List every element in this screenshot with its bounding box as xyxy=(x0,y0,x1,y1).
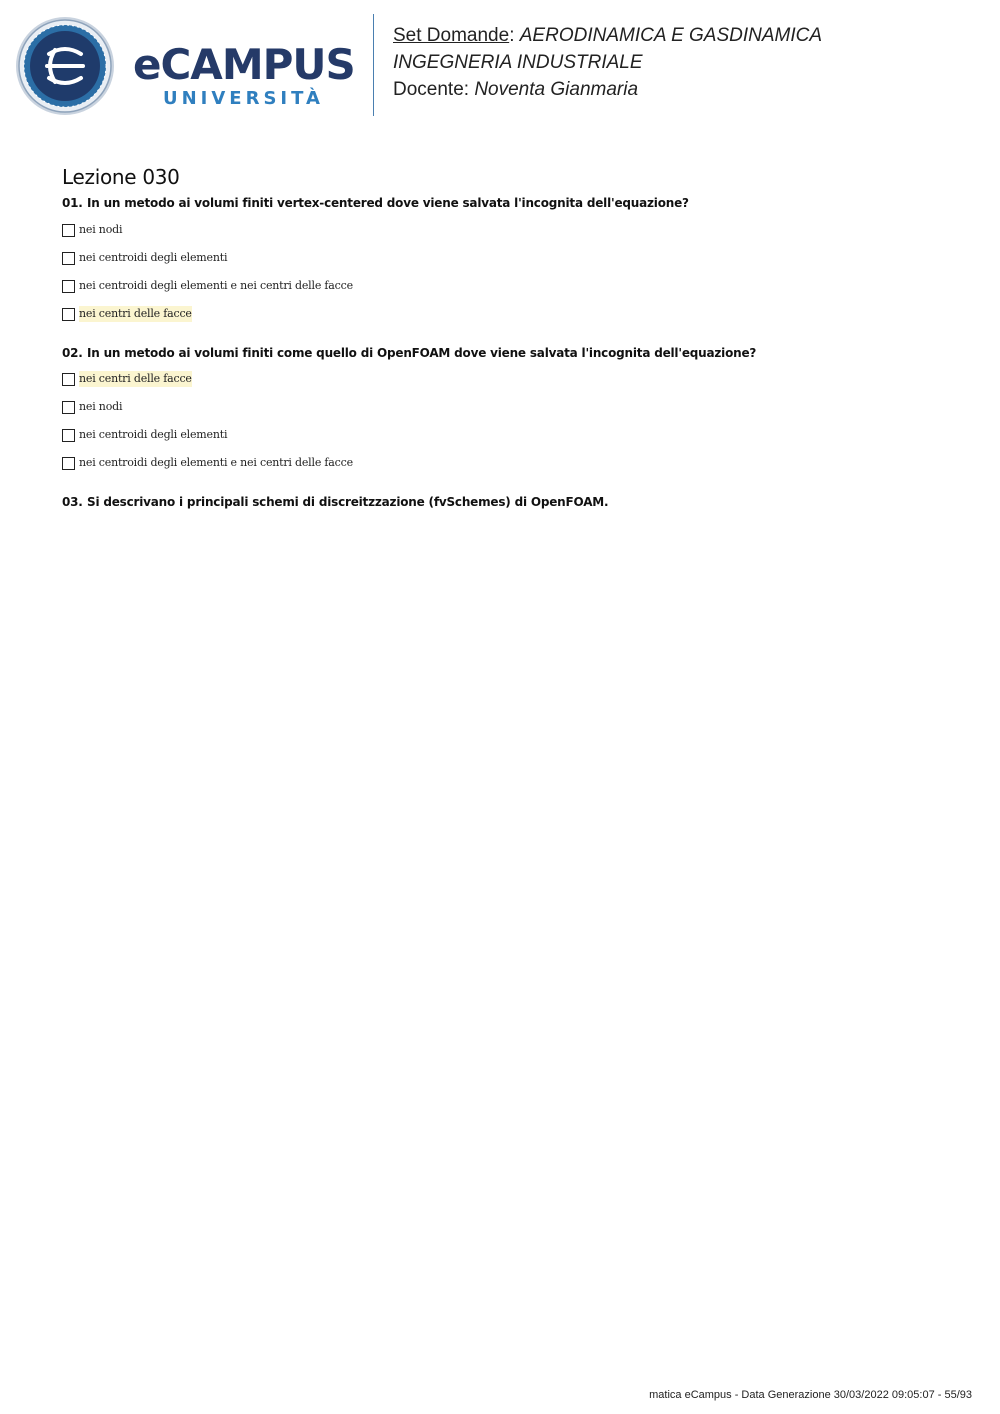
course-name: AERODINAMICA E GASDINAMICA xyxy=(519,25,823,46)
teacher-name: Noventa Gianmaria xyxy=(474,79,639,100)
answer-label-highlighted: nei centri delle facce xyxy=(79,307,192,320)
ecampus-seal-logo xyxy=(15,16,115,116)
question-01 xyxy=(62,194,962,322)
answer-label: nei centroidi degli elementi e nei centri delle facce xyxy=(79,456,353,469)
answer-option[interactable] xyxy=(62,278,962,294)
teacher-label: Docente: xyxy=(393,79,470,100)
answer-option[interactable] xyxy=(62,250,962,266)
answer-option[interactable] xyxy=(62,306,962,322)
question-number: 03. xyxy=(62,495,83,509)
answer-option[interactable] xyxy=(62,371,962,387)
answer-label: nei nodi xyxy=(79,400,123,413)
question-text xyxy=(62,493,962,511)
question-03 xyxy=(62,493,962,511)
answer-checkbox[interactable] xyxy=(62,373,75,386)
set-line xyxy=(393,22,822,49)
question-02 xyxy=(62,344,962,471)
question-number: 02. xyxy=(62,346,83,360)
answer-option[interactable] xyxy=(62,427,962,443)
answer-label-highlighted: nei centri delle facce xyxy=(79,372,192,385)
answer-checkbox[interactable] xyxy=(62,308,75,321)
answer-checkbox[interactable] xyxy=(62,252,75,265)
lesson-title: Lezione 030 xyxy=(62,165,180,189)
answer-checkbox[interactable] xyxy=(62,457,75,470)
header-info xyxy=(393,22,822,103)
set-separator: : xyxy=(509,25,515,46)
faculty-name: INGEGNERIA INDUSTRIALE xyxy=(393,52,643,73)
answer-checkbox[interactable] xyxy=(62,429,75,442)
page-footer: matica eCampus - Data Generazione 30/03/2022 09:05:07 - 55/93 xyxy=(649,1389,972,1401)
question-body: In un metodo ai volumi finiti come quello di OpenFOAM dove viene salvata l'incognita dell'equazione? xyxy=(87,346,757,360)
answer-checkbox[interactable] xyxy=(62,280,75,293)
question-text xyxy=(62,344,962,362)
set-label: Set Domande xyxy=(393,25,510,46)
question-body: Si descrivano i principali schemi di discreitzzazione (fvSchemes) di OpenFOAM. xyxy=(87,495,609,509)
answer-option[interactable] xyxy=(62,222,962,238)
answer-label: nei centroidi degli elementi xyxy=(79,428,228,441)
answer-option[interactable] xyxy=(62,399,962,415)
question-body: In un metodo ai volumi finiti vertex-centered dove viene salvata l'incognita dell'equazione? xyxy=(87,196,689,210)
question-number: 01. xyxy=(62,196,83,210)
header-divider xyxy=(373,14,374,116)
answer-label: nei nodi xyxy=(79,223,123,236)
answer-option[interactable] xyxy=(62,455,962,471)
teacher-line xyxy=(393,76,822,103)
answer-checkbox[interactable] xyxy=(62,224,75,237)
answer-checkbox[interactable] xyxy=(62,401,75,414)
answer-label: nei centroidi degli elementi xyxy=(79,251,228,264)
answer-label: nei centroidi degli elementi e nei centri delle facce xyxy=(79,279,353,292)
ecampus-wordmark-logo: eCAMPUS UNIVERSITÀ xyxy=(133,40,355,109)
question-text xyxy=(62,194,962,212)
